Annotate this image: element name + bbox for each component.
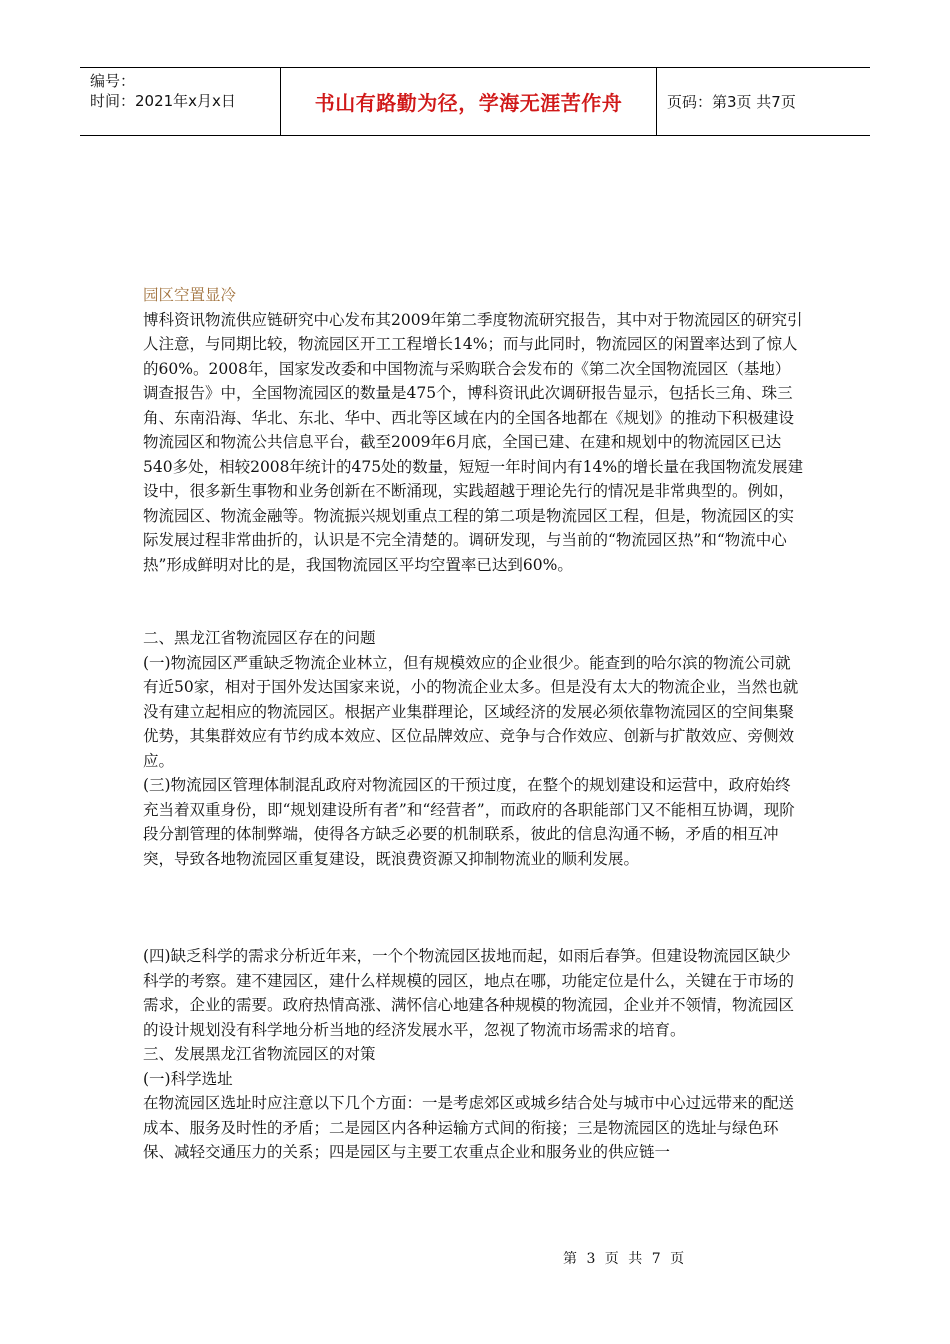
paragraph-spacer bbox=[143, 871, 805, 944]
section-heading-problems: 二、黑龙江省物流园区存在的问题 bbox=[143, 629, 376, 647]
paragraph-problem-1: (一)物流园区严重缺乏物流企业林立，但有规模效应的企业很少。能查到的哈尔滨的物流公司就有近50家，相对于国外发达国家来说，小的物流企业太多。但是没有太大的物流企业，当然也就没有建立起相应的物流园区。根据产业集群理论，区域经济的发展必须依靠物流园区的空间集聚优势，其集群效应有节约成本效应、区位品牌效应、竞争与合作效应、创新与扩散效应、旁侧效应。 bbox=[143, 653, 799, 770]
header-page-cell bbox=[657, 68, 870, 135]
header-page-info: 页码：第3页 共7页 bbox=[667, 93, 796, 111]
paragraph-problem-4: (四)缺乏科学的需求分析近年来，一个个物流园区拔地而起，如雨后春笋。但建设物流园区缺少科学的考察。建不建园区，建什么样规模的园区，地点在哪，功能定位是什么，关键在于市场的需求，企业的需要。政府热情高涨、满怀信心地建各种规模的物流园，企业并不领情，物流园区的设计规划没有科学地分析当地的经济发展水平，忽视了物流市场需求的培育。 bbox=[143, 947, 795, 1039]
paragraph-vacancy-report: 博科资讯物流供应链研究中心发布其2009年第二季度物流研究报告，其中对于物流园区的研究引人注意，与同期比较，物流园区开工工程增长14%；而与此同时，物流园区的闲置率达到了惊人的60%。2008年，国家发改委和中国物流与采购联合会发布的《第二次全国物流园区（基地）调查报告》中，全国物流园区的数量是475个，博科资讯此次调研报告显示，包括长三角、珠三角、东南沿海、华北、东北、华中、西北等区域在内的全国各地都在《规划》的推动下积极建设物流园区和物流公共信息平台，截至2009年6月底，全国已建、在建和规划中的物流园区已达540多处，相较2008年统计的475处的数量，短短一年时间内有14%的增长量在我国物流发展建设中，很多新生事物和业务创新在不断涌现，实践超越于理论先行的情况是非常典型的。例如，物流园区、物流金融等。物流振兴规划重点工程的第二项是物流园区工程，但是，物流园区的实际发展过程非常曲折的，认识是不完全清楚的。调研发现，与当前的“物流园区热”和“物流中心热”形成鲜明对比的是，我国物流园区平均空置率已达到60%。 bbox=[143, 310, 804, 574]
paragraph-spacer bbox=[143, 577, 805, 626]
subheading-site-selection: (一)科学选址 bbox=[143, 1069, 233, 1088]
document-time-label: 时间：2021年x月x日 bbox=[90, 92, 236, 110]
page-header bbox=[80, 67, 870, 136]
section-heading-countermeasures: 三、发展黑龙江省物流园区的对策 bbox=[143, 1045, 376, 1063]
motto-text: 书山有路勤为径，学海无涯苦作舟 bbox=[314, 91, 623, 115]
document-body bbox=[143, 283, 805, 1165]
page-footer-number: 第 3 页 共 7 页 bbox=[563, 1251, 685, 1267]
section-heading-vacancy: 园区空置显冷 bbox=[143, 286, 237, 304]
document-number-label: 编号： bbox=[90, 72, 136, 90]
paragraph-problem-3: (三)物流园区管理体制混乱政府对物流园区的干预过度，在整个的规划建设和运营中，政府始终充当着双重身份，即“规划建设所有者”和“经营者”，而政府的各职能部门又不能相互协调，现阶段分割管理的体制弊端，使得各方缺乏必要的机制联系，彼此的信息沟通不畅，矛盾的相互冲突，导致各地物流园区重复建设，既浪费资源又抑制物流业的顺利发展。 bbox=[143, 776, 795, 868]
header-meta-cell bbox=[80, 68, 281, 135]
paragraph-site-selection: 在物流园区选址时应注意以下几个方面：一是考虑郊区或城乡结合处与城市中心过远带来的配送成本、服务及时性的矛盾；二是园区内各种运输方式间的衔接；三是物流园区的选址与绿色环保、减轻交通压力的关系；四是园区与主要工农重点企业和服务业的供应链一 bbox=[143, 1094, 795, 1161]
header-motto-cell bbox=[281, 68, 657, 135]
